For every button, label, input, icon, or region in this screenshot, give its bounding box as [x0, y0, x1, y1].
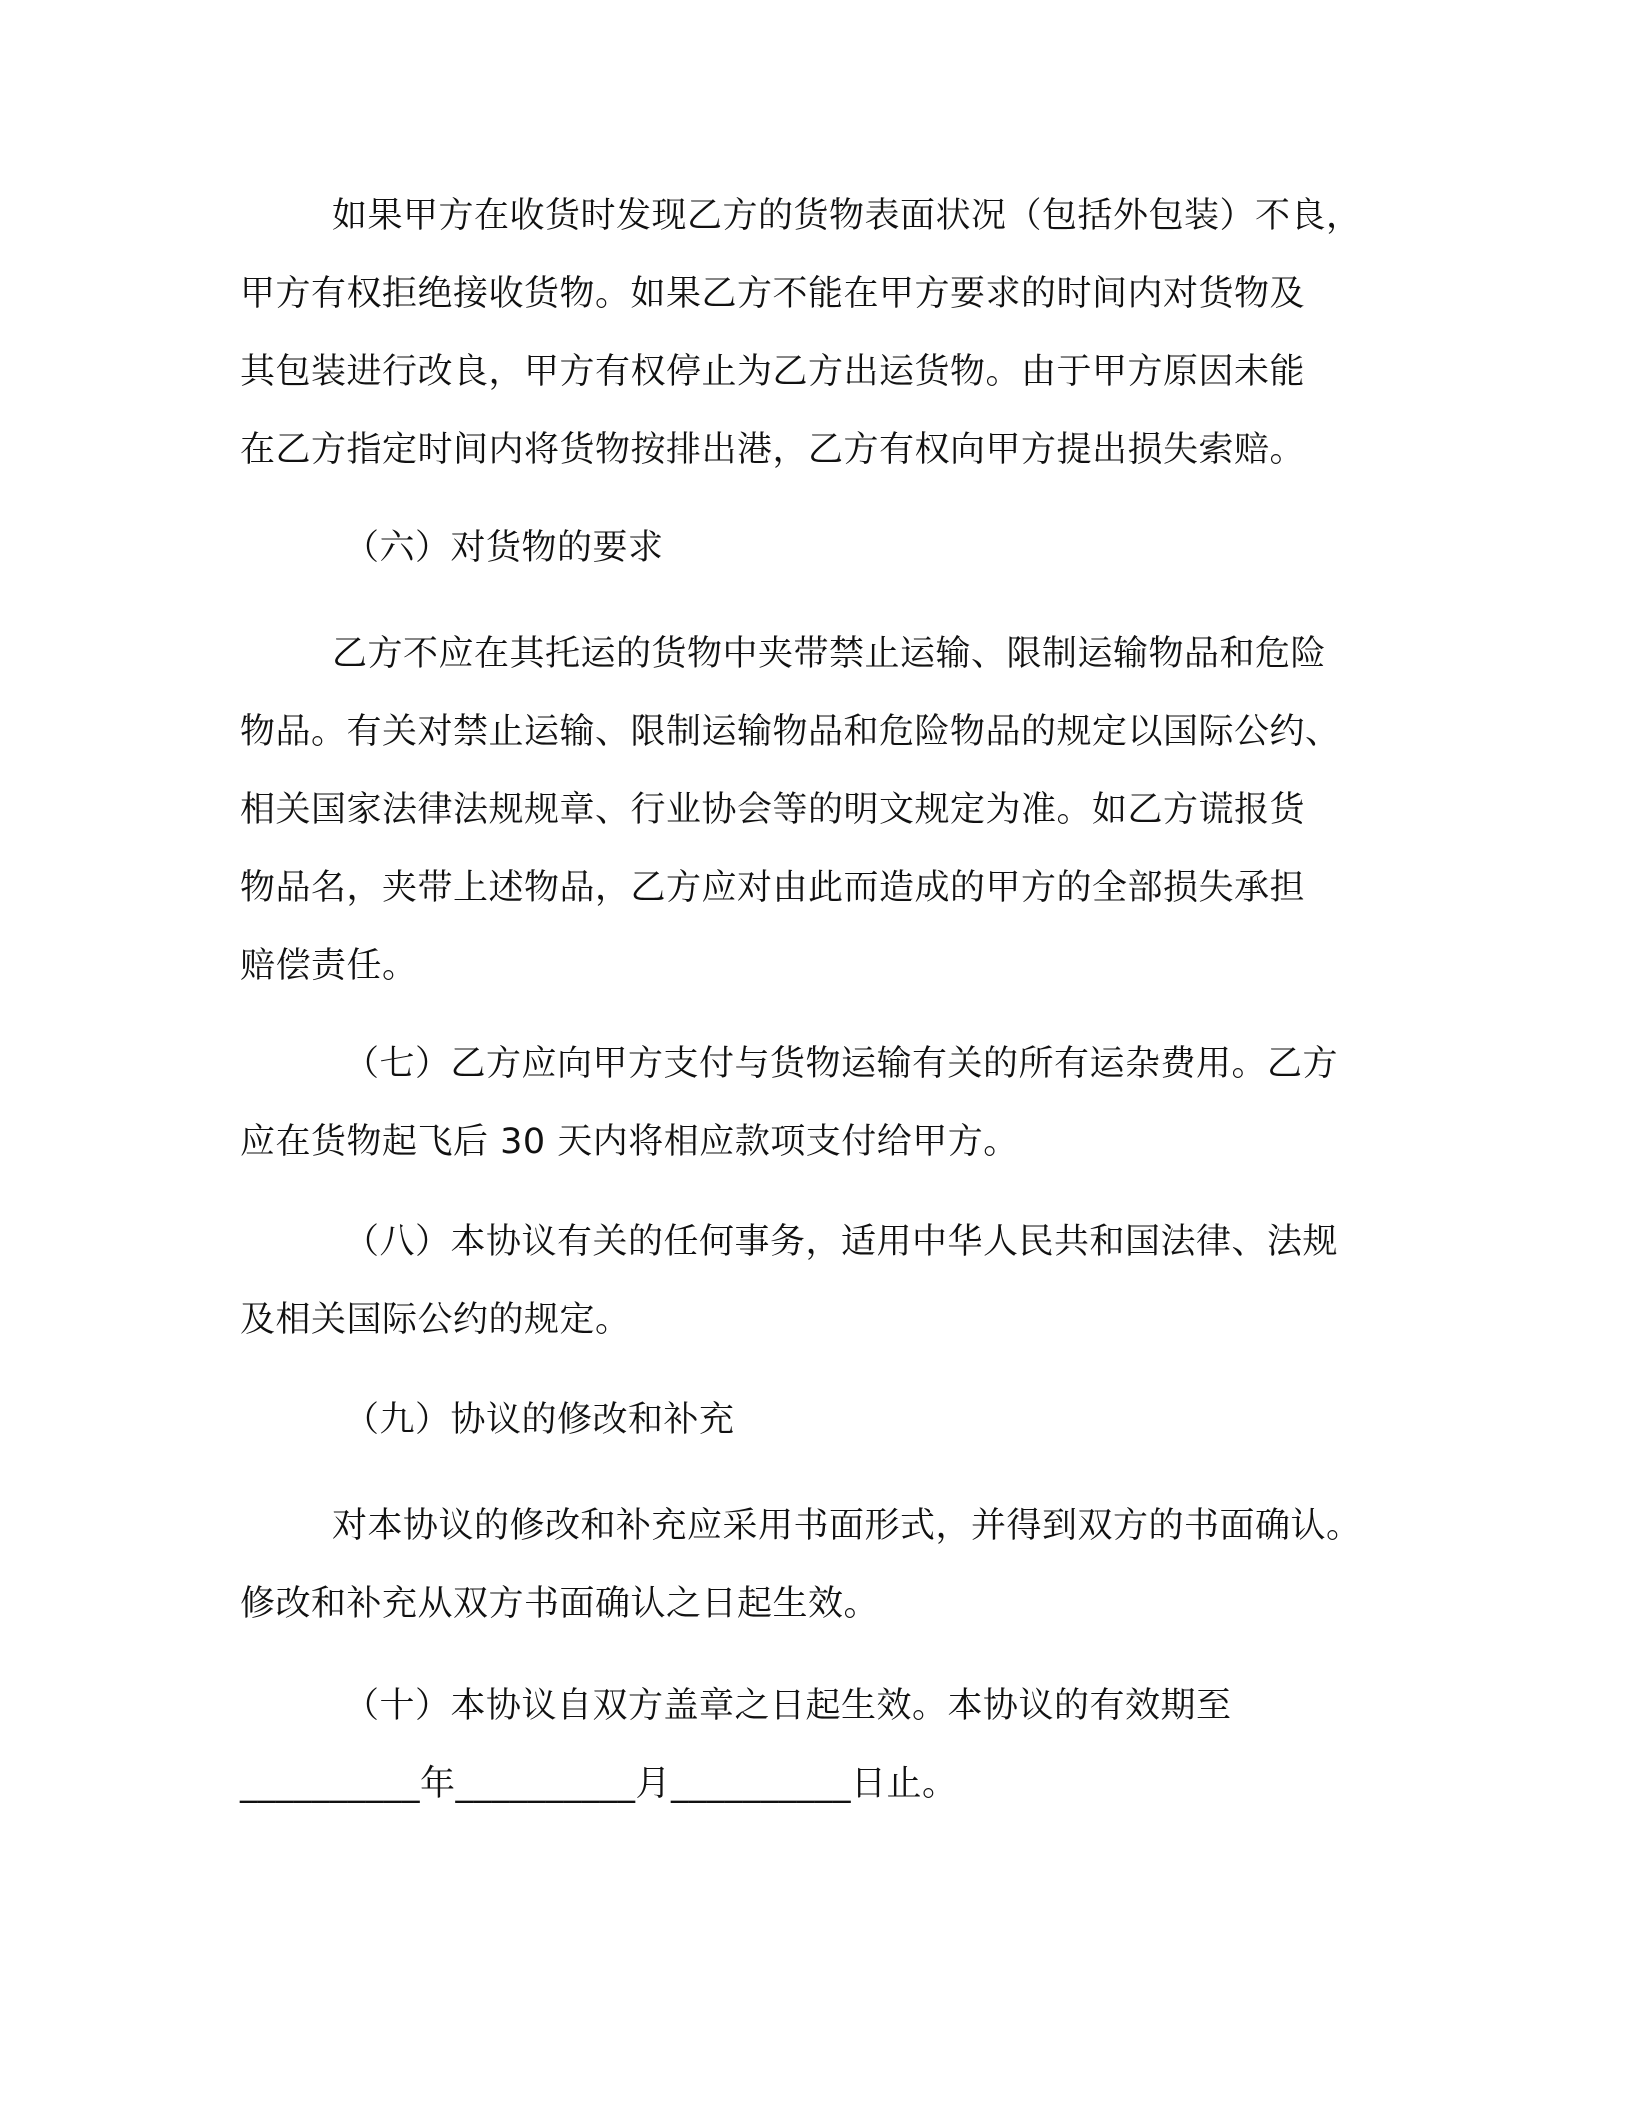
- text-line: 其包装进行改良，甲方有权停止为乙方出运货物。由于甲方原因未能: [240, 352, 1306, 392]
- text-line: 相关国家法律法规规章、行业协会等的明文规定为准。如乙方谎报货: [240, 790, 1306, 830]
- section-heading-9: （九）协议的修改和补充: [344, 1400, 735, 1440]
- text-line: 对本协议的修改和补充应采用书面形式，并得到双方的书面确认。: [332, 1506, 1362, 1546]
- validity-date-line: __________年__________月__________日止。: [240, 1764, 958, 1804]
- text-line: 修改和补充从双方书面确认之日起生效。: [240, 1584, 880, 1624]
- text-line: 及相关国际公约的规定。: [240, 1300, 631, 1340]
- text-line: 物品名，夹带上述物品，乙方应对由此而造成的甲方的全部损失承担: [240, 868, 1306, 908]
- text-line: 甲方有权拒绝接收货物。如果乙方不能在甲方要求的时间内对货物及: [240, 274, 1306, 314]
- text-line: 在乙方指定时间内将货物按排出港，乙方有权向甲方提出损失索赔。: [240, 430, 1306, 470]
- section-heading-6: （六）对货物的要求: [344, 528, 664, 568]
- text-line: 应在货物起飞后 30 天内将相应款项支付给甲方。: [240, 1122, 1019, 1162]
- text-line: 如果甲方在收货时发现乙方的货物表面状况（包括外包装）不良，: [332, 196, 1362, 236]
- text-line: 赔偿责任。: [240, 946, 418, 986]
- text-line: 乙方不应在其托运的货物中夹带禁止运输、限制运输物品和危险: [332, 634, 1327, 674]
- text-line: 物品。有关对禁止运输、限制运输物品和危险物品的规定以国际公约、: [240, 712, 1341, 752]
- text-line: （十）本协议自双方盖章之日起生效。本协议的有效期至: [344, 1686, 1232, 1726]
- text-line: （八）本协议有关的任何事务，适用中华人民共和国法律、法规: [344, 1222, 1339, 1262]
- text-line: （七）乙方应向甲方支付与货物运输有关的所有运杂费用。乙方: [344, 1044, 1339, 1084]
